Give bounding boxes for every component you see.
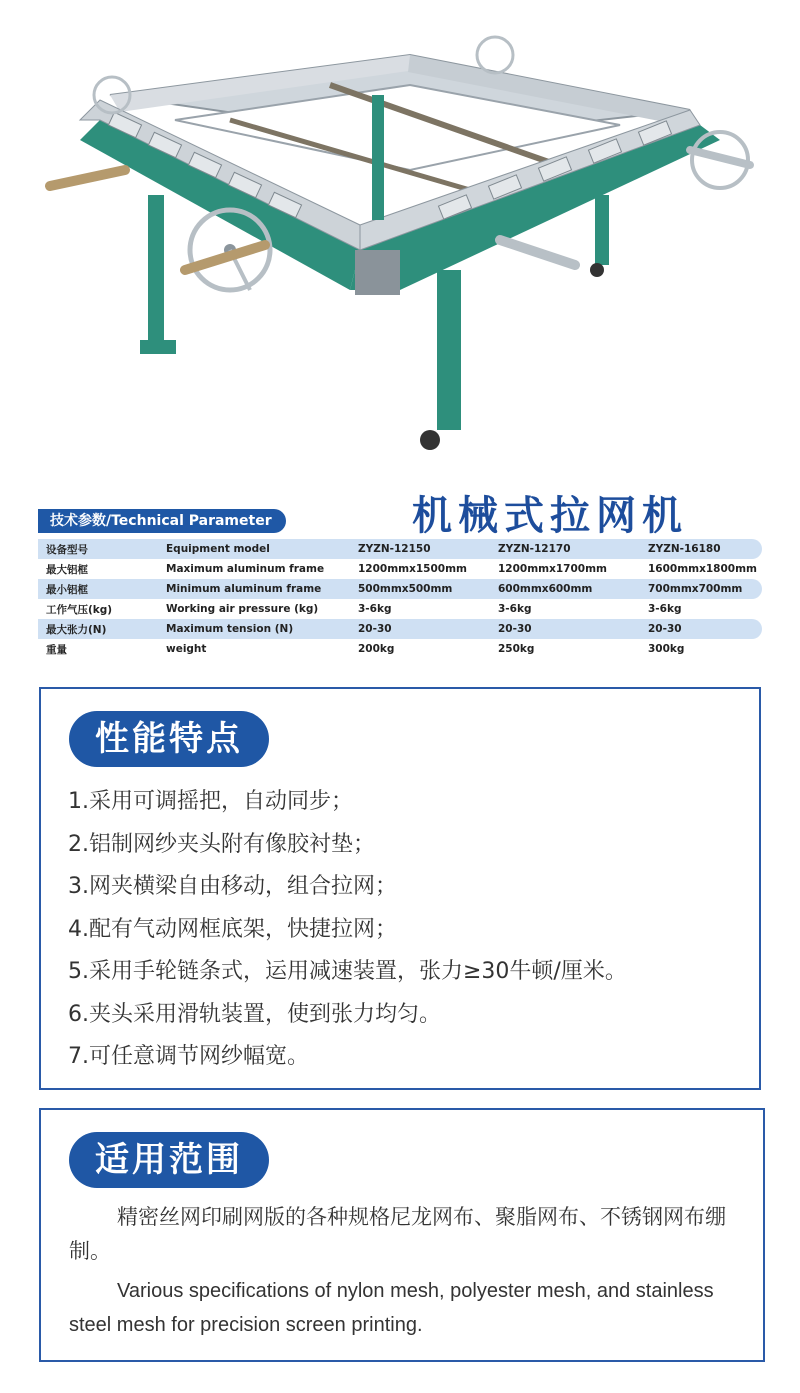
table-row bbox=[38, 579, 762, 599]
stretching-machine-illustration bbox=[0, 0, 800, 470]
row-label-en: weight bbox=[166, 643, 207, 655]
value-cell: 3-6kg bbox=[358, 603, 392, 615]
value-cell: ZYZN-16180 bbox=[648, 543, 721, 555]
value-cell: 700mmx700mm bbox=[648, 583, 743, 595]
value-cell: 20-30 bbox=[498, 623, 532, 635]
table-row bbox=[38, 559, 762, 579]
page-title: 机械式拉网机 bbox=[412, 493, 688, 539]
row-label-cn: 最小铝框 bbox=[46, 583, 88, 596]
list-item: 1.采用可调摇把，自动同步； bbox=[68, 789, 353, 814]
features-panel bbox=[39, 687, 761, 1090]
row-label-en: Minimum aluminum frame bbox=[166, 583, 322, 595]
value-cell: 200kg bbox=[358, 643, 395, 655]
list-item: 3.网夹横梁自由移动，组合拉网； bbox=[68, 874, 397, 899]
value-cell: 20-30 bbox=[358, 623, 392, 635]
scope-text-en: Various specifications of nylon mesh, polyester mesh, and stainless steel mesh for precision screen printing. bbox=[69, 1280, 714, 1336]
row-label-cn: 最大张力(N) bbox=[46, 623, 107, 636]
row-label-cn: 工作气压(kg) bbox=[46, 603, 113, 616]
technical-parameter-badge: 技术参数/Technical Parameter bbox=[38, 509, 286, 533]
scope-panel bbox=[39, 1108, 765, 1362]
value-cell: 20-30 bbox=[648, 623, 682, 635]
row-label-en: Equipment model bbox=[166, 543, 270, 555]
scope-text-cn: 精密丝网印刷网版的各种规格尼龙网布、聚脂网布、不锈钢网布绷制。 bbox=[69, 1205, 726, 1263]
scope-heading: 适用范围 bbox=[69, 1132, 269, 1188]
table-row bbox=[38, 599, 762, 619]
list-item: 4.配有气动网框底架，快捷拉网； bbox=[68, 916, 397, 942]
value-cell: ZYZN-12170 bbox=[498, 543, 571, 555]
value-cell: 1200mmx1500mm bbox=[358, 563, 467, 575]
parameter-table bbox=[38, 539, 762, 659]
list-item: 7.可任意调节网纱幅宽。 bbox=[68, 1044, 309, 1069]
value-cell: ZYZN-12150 bbox=[358, 543, 431, 555]
features-heading: 性能特点 bbox=[69, 711, 269, 767]
row-label-cn: 设备型号 bbox=[46, 543, 88, 556]
row-label-cn: 重量 bbox=[46, 643, 67, 656]
value-cell: 3-6kg bbox=[648, 603, 682, 615]
list-item: 2.铝制网纱夹头附有像胶衬垫； bbox=[68, 831, 375, 857]
value-cell: 500mmx500mm bbox=[358, 583, 453, 595]
row-label-en: Working air pressure (kg) bbox=[166, 603, 319, 615]
value-cell: 300kg bbox=[648, 643, 685, 655]
features-list bbox=[68, 781, 627, 1079]
row-label-en: Maximum aluminum frame bbox=[166, 563, 325, 575]
table-row bbox=[38, 619, 762, 639]
value-cell: 1200mmx1700mm bbox=[498, 563, 607, 575]
value-cell: 3-6kg bbox=[498, 603, 532, 615]
value-cell: 1600mmx1800mm bbox=[648, 563, 757, 575]
list-item: 6.夹头采用滑轨装置，使到张力均匀。 bbox=[68, 1001, 441, 1027]
table-row bbox=[38, 539, 762, 559]
value-cell: 600mmx600mm bbox=[498, 583, 593, 595]
value-cell: 250kg bbox=[498, 643, 535, 655]
table-row bbox=[38, 639, 762, 659]
product-photo bbox=[0, 0, 800, 470]
list-item: 5.采用手轮链条式，运用减速装置，张力≥30牛顿/厘米。 bbox=[68, 959, 627, 984]
row-label-cn: 最大铝框 bbox=[46, 563, 88, 576]
row-label-en: Maximum tension (N) bbox=[166, 623, 294, 635]
